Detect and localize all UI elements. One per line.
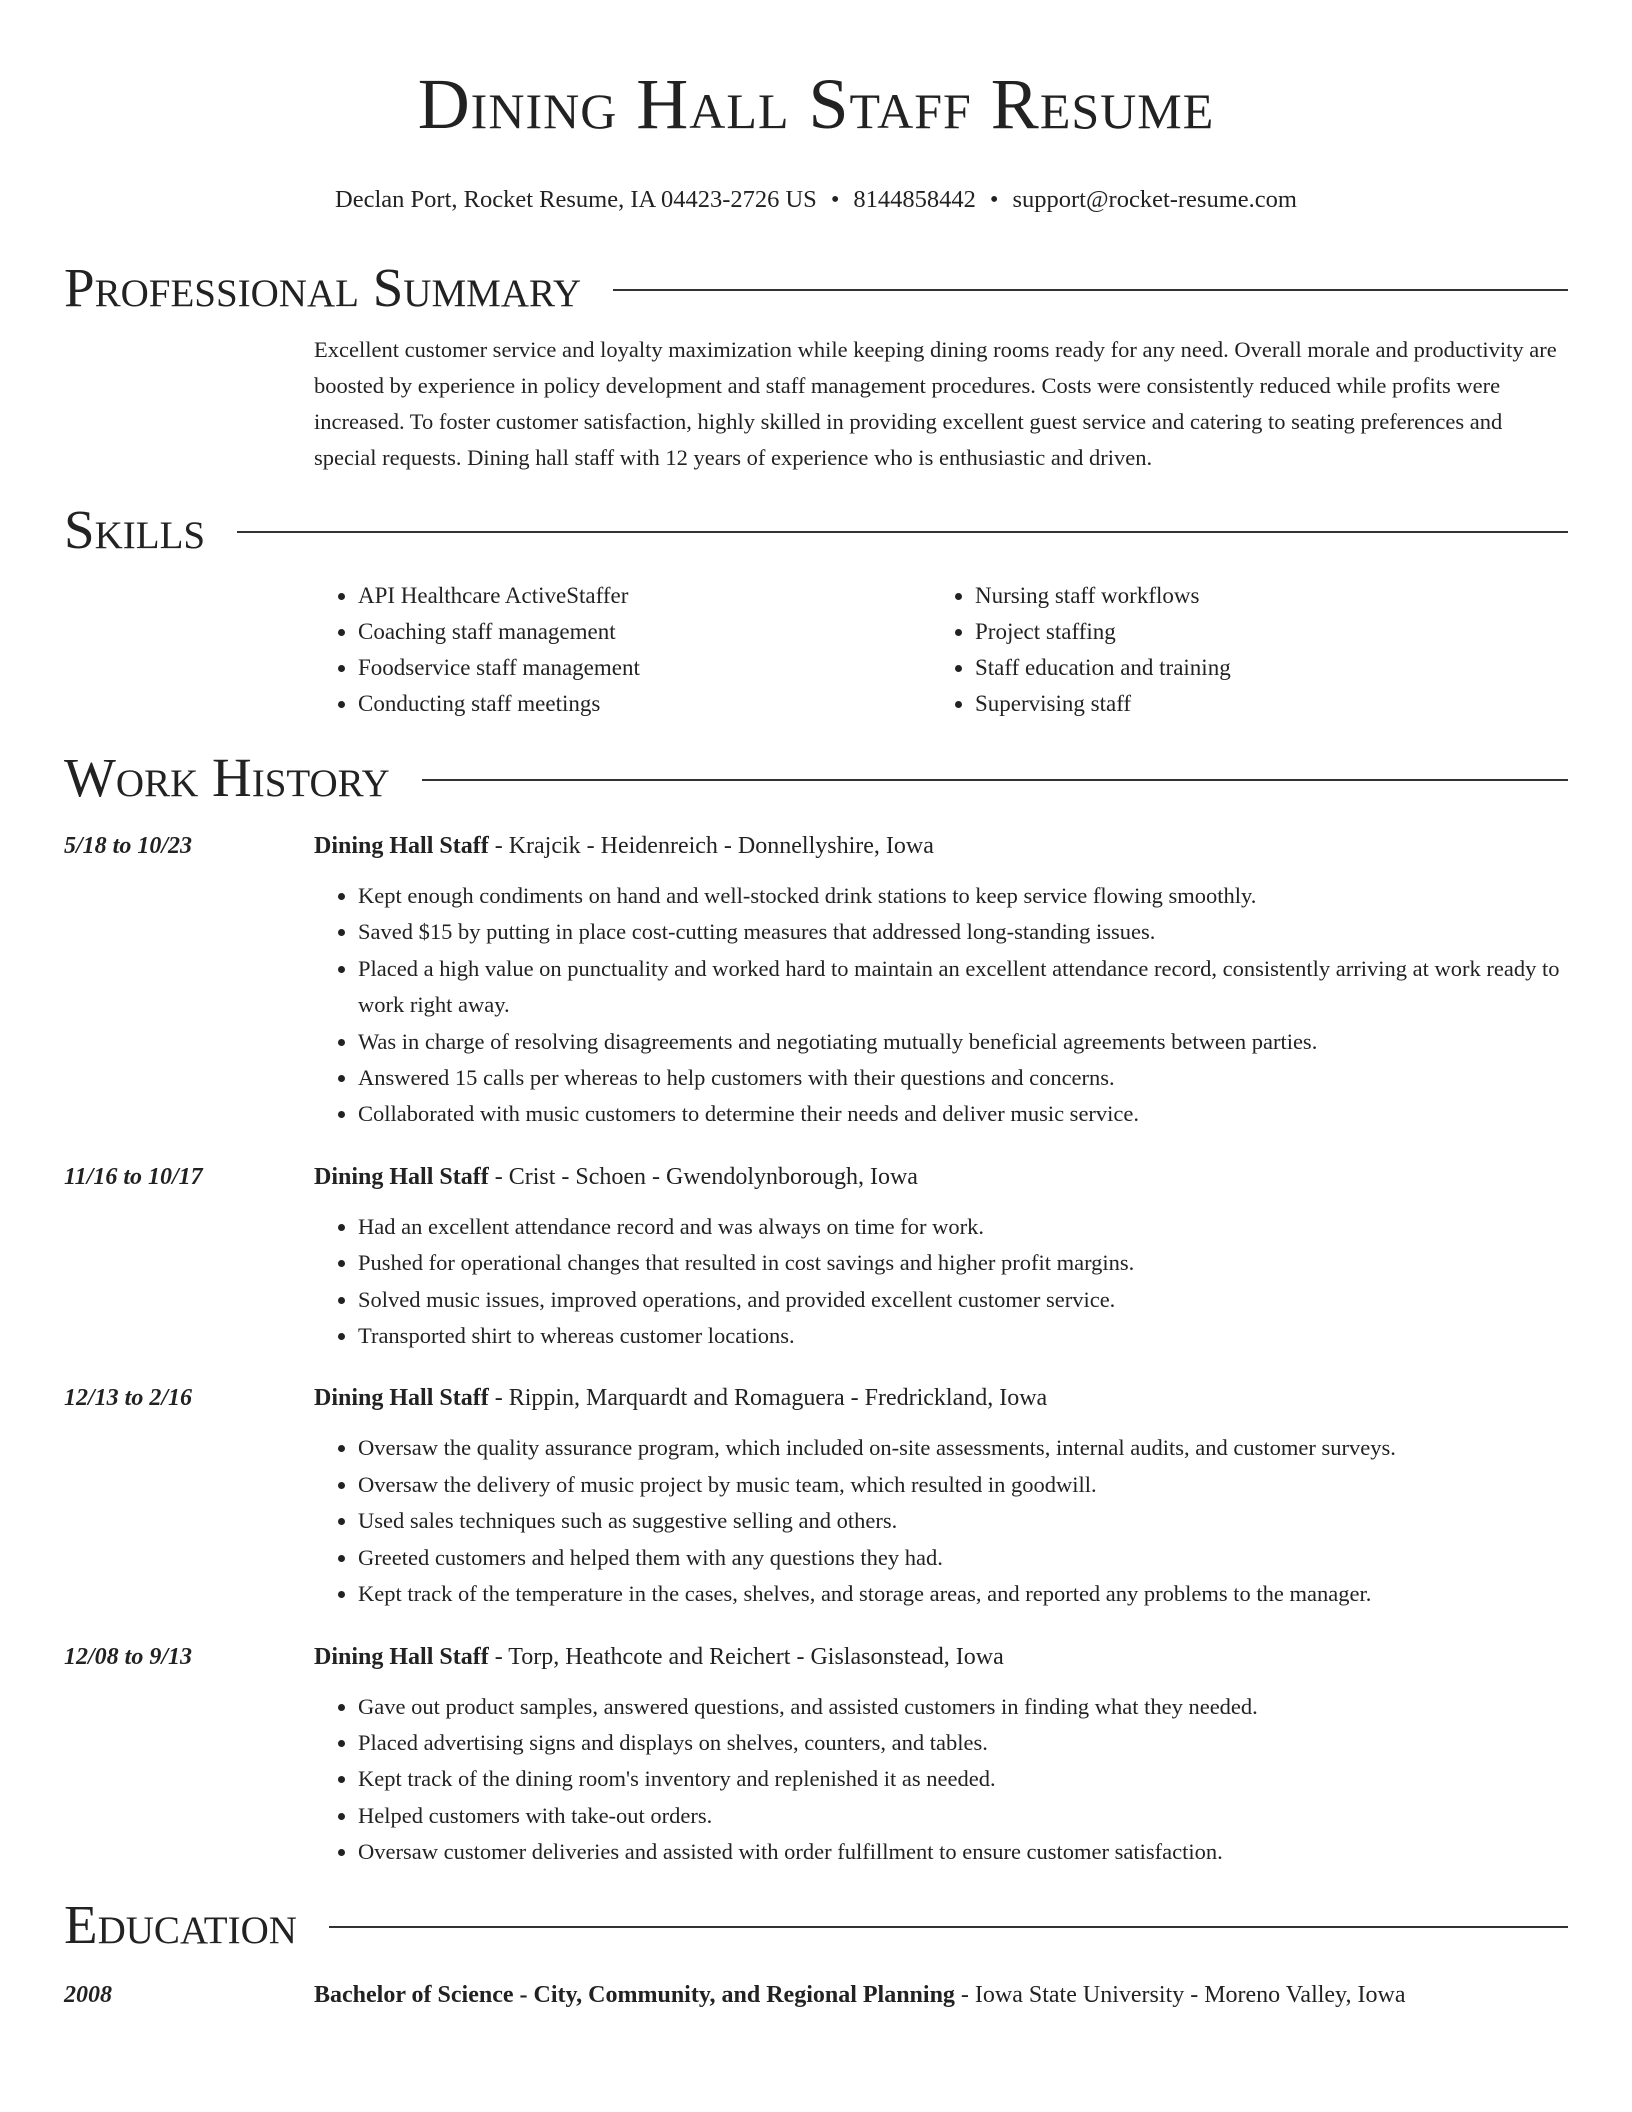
job-bullet: • Answered 15 calls per whereas to help customers with their questions and concerns. (358, 1060, 1568, 1096)
job-heading (314, 1380, 1047, 1416)
job-entry (64, 1159, 1568, 1355)
job-bullet: • Collaborated with music customers to determine their needs and deliver music service. (358, 1096, 1568, 1132)
contact-email: support@rocket-resume.com (1012, 186, 1297, 213)
job-dates: 12/08 to 9/13 (64, 1643, 193, 1670)
job-dates: 11/16 to 10/17 (64, 1163, 203, 1190)
job-title: Dining Hall Staff (314, 1163, 489, 1190)
job-bullet: • Oversaw the delivery of music project by music team, which resulted in goodwill. (358, 1467, 1568, 1503)
job-entry (64, 1380, 1568, 1612)
section-divider (237, 531, 1568, 533)
skill-item: • Project staffing (975, 614, 1548, 650)
section-divider (422, 779, 1568, 781)
job-dates: 12/13 to 2/16 (64, 1385, 193, 1412)
job-bullets (314, 1689, 1568, 1871)
job-details: - Rippin, Marquardt and Romaguera - Fredrickland, Iowa (488, 1385, 1048, 1412)
contact-separator: • (989, 186, 999, 213)
job-bullet: • Pushed for operational changes that resulted in cost savings and higher profit margins. (358, 1245, 1568, 1281)
job-bullet: • Solved music issues, improved operations, and provided excellent customer service. (358, 1282, 1568, 1318)
skill-item: • Foodservice staff management (358, 650, 931, 686)
education-header (64, 1977, 1568, 2013)
education-entry (64, 1977, 1568, 2013)
summary-text: Excellent customer service and loyalty maximization while keeping dining rooms ready for any need. Overall morale and productivity are boosted by experience in policy development and staff management procedures. Costs were consistently reduced while profits were increased. To foster customer satisfaction, highly skilled in providing excellent guest service and catering to seating preferences and special requests. Dining hall staff with 12 years of experience who is enthusiastic and driven. (314, 337, 1557, 470)
job-bullet: • Had an excellent attendance record and was always on time for work. (358, 1209, 1568, 1245)
job-heading (314, 828, 934, 864)
skill-item: • Conducting staff meetings (358, 686, 931, 722)
job-header (64, 1159, 1568, 1195)
section-header-work (64, 746, 1568, 810)
education-year: 2008 (64, 1981, 112, 2008)
section-title-education: Education (64, 1893, 297, 1955)
education-heading (314, 1977, 1405, 2013)
job-dates: 5/18 to 10/23 (64, 833, 193, 859)
contact-address: Declan Port, Rocket Resume, IA 04423-2726 US (335, 186, 817, 213)
contact-separator: • (830, 186, 840, 213)
job-entry (64, 828, 1568, 1133)
education-details: - Iowa State University - Moreno Valley, Iowa (954, 1981, 1406, 2008)
skill-item: • Coaching staff management (358, 614, 931, 650)
section-divider (613, 289, 1568, 291)
job-entry (64, 1639, 1568, 1871)
job-bullets (314, 1430, 1568, 1612)
job-details: - Crist - Schoen - Gwendolynborough, Iowa (488, 1163, 918, 1190)
job-bullet: • Transported shirt to whereas customer locations. (358, 1318, 1568, 1354)
contact-phone: 8144858442 (853, 186, 976, 213)
section-header-skills (64, 498, 1568, 562)
job-title: Dining Hall Staff (314, 1385, 489, 1412)
skill-item: • Nursing staff workflows (975, 578, 1548, 614)
section-title-skills: Skills (64, 499, 206, 560)
job-heading (314, 1159, 918, 1195)
job-bullet: • Placed advertising signs and displays on shelves, counters, and tables. (358, 1725, 1568, 1761)
skill-item: • Staff education and training (975, 650, 1548, 686)
job-header (64, 828, 1568, 864)
skill-item: • API Healthcare ActiveStaffer (358, 578, 931, 614)
job-header (64, 1639, 1568, 1675)
job-bullet: • Kept enough condiments on hand and well-stocked drink stations to keep service flowing smoothly. (358, 878, 1568, 914)
skills-list (314, 578, 1568, 722)
job-bullet: • Saved $15 by putting in place cost-cutting measures that addressed long-standing issues. (358, 914, 1568, 950)
job-details: - Krajcik - Heidenreich - Donnellyshire, Iowa (488, 833, 934, 859)
job-details: - Torp, Heathcote and Reichert - Gislasonstead, Iowa (488, 1643, 1004, 1670)
job-bullets (314, 878, 1568, 1133)
job-title: Dining Hall Staff (314, 1643, 489, 1670)
job-bullet: • Kept track of the dining room's inventory and replenished it as needed. (358, 1761, 1568, 1797)
section-title-summary: Professional Summary (64, 257, 582, 318)
job-heading (314, 1639, 1004, 1675)
job-bullet: • Placed a high value on punctuality and worked hard to maintain an excellent attendance record, consistently arriving at work ready to work right away. (358, 951, 1568, 1024)
section-divider (329, 1926, 1568, 1928)
job-bullet: • Used sales techniques such as suggestive selling and others. (358, 1503, 1568, 1539)
job-bullet: • Greeted customers and helped them with any questions they had. (358, 1540, 1568, 1576)
section-header-summary (64, 256, 1568, 320)
job-bullet: • Gave out product samples, answered questions, and assisted customers in finding what they needed. (358, 1689, 1568, 1725)
job-bullet: • Oversaw the quality assurance program, which included on-site assessments, internal audits, and customer surveys. (358, 1430, 1568, 1466)
job-bullet: • Helped customers with take-out orders. (358, 1798, 1568, 1834)
job-bullet: • Oversaw customer deliveries and assisted with order fulfillment to ensure customer satisfaction. (358, 1834, 1568, 1870)
resume-title: Dining Hall Staff Resume (417, 64, 1215, 144)
skills-column-left (314, 578, 931, 722)
job-title: Dining Hall Staff (314, 833, 489, 859)
section-title-work: Work History (64, 747, 390, 808)
job-bullet: • Kept track of the temperature in the cases, shelves, and storage areas, and reported any problems to the manager. (358, 1576, 1568, 1612)
contact-line (64, 184, 1568, 216)
section-header-education (64, 1893, 1568, 1957)
job-header (64, 1380, 1568, 1416)
job-bullet: • Was in charge of resolving disagreements and negotiating mutually beneficial agreements between parties. (358, 1024, 1568, 1060)
skill-item: • Supervising staff (975, 686, 1548, 722)
skills-column-right (931, 578, 1548, 722)
job-bullets (314, 1209, 1568, 1355)
education-degree: Bachelor of Science - City, Community, and Regional Planning (314, 1981, 955, 2008)
